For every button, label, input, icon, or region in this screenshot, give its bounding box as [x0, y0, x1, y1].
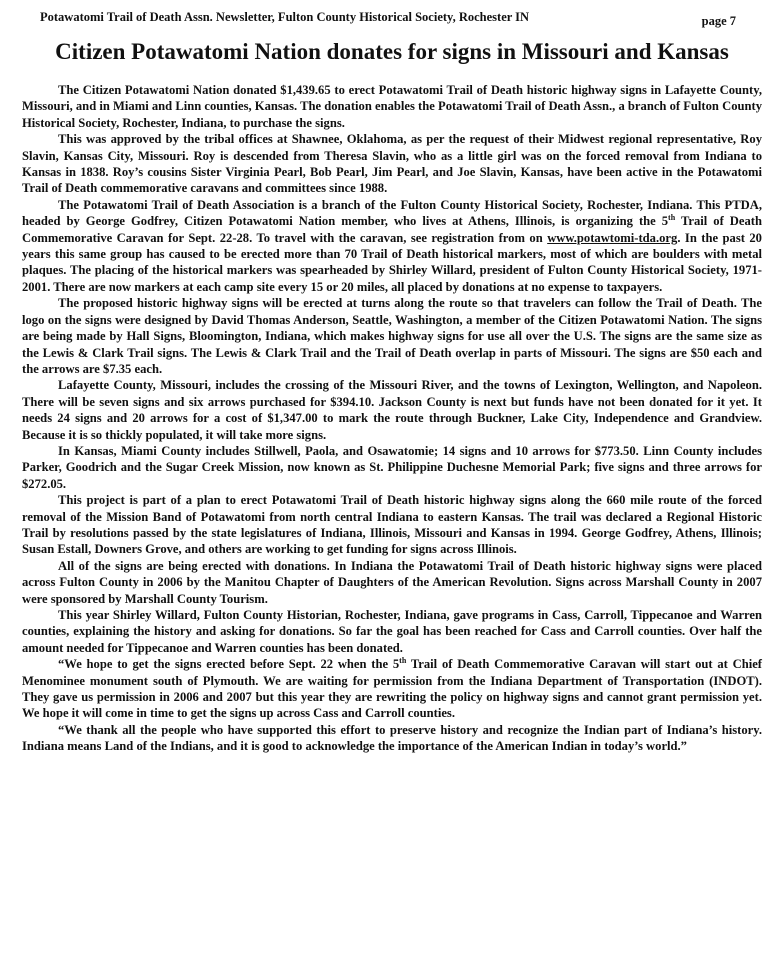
paragraph-approval: This was approved by the tribal offices at Shawnee, Oklahoma, as per the request of their Midwest regional representative, Roy Slavin, Kansas City, Missouri. Roy is descended from Theresa Slavin, who as a little girl was on the forced removal from Indiana to Kansas in 1838. Roy’s cousins Sister Virginia Pearl, Bob Pearl, Jim Pearl, and Joe Slavin, Kansas, have been active in the Potawatomi Trail of Death commemorative caravans and committees since 1988.	[22, 132, 762, 196]
article-title: Citizen Potawatomi Nation donates for signs in Missouri and Kansas	[55, 39, 729, 64]
paragraph-signs-design: The proposed historic highway signs will be erected at turns along the route so that travelers can follow the Trail of Death. The logo on the signs were designed by David Thomas Anderson, Seattle, Washington, a member of the Citizen Potawatomi Nation. The signs are being made by Hall Signs, Bloomington, Indiana, which makes highway signs for use all over the U.S. The signs are the same size as the Lewis & Clark Trail signs. The Lewis & Clark Trail and the Trail of Death overlap in parts of Missouri. The signs are $50 each and the arrows are $7.35 each.	[22, 296, 762, 376]
page-number: page 7	[701, 14, 736, 28]
paragraph-caravan-quote	[22, 656, 762, 722]
paragraph-thanks-quote: “We thank all the people who have supported this effort to preserve history and recognize the Indian part of Indiana’s history. Indiana means Land of the Indians, and it is good to acknowledge the importance of the American Indian in today’s world.”	[22, 722, 762, 754]
website-link[interactable]: www.potawtomi-tda.org	[547, 230, 678, 245]
running-header	[22, 6, 762, 28]
caravan-quote-end: Trail of Death Commemorative Caravan will start out at Chief Menominee monument south of Plymouth. We are waiting for permission from the Indiana Department of Transportation (INDOT). They gave us permission in 2006 and 2007 but this year they are rewriting the policy on highway signs and cannot grant permission yet. We hope it will come in time to get the signs up across Cass and Carroll counties.	[22, 657, 762, 721]
article-body	[22, 82, 762, 755]
association-text-middle: Trail of Death Commemorative Caravan for Sept. 22-28. To travel with the caravan, see registration from on	[22, 214, 762, 245]
paragraph-lafayette-county: Lafayette County, Missouri, includes the crossing of the Missouri River, and the towns of Lexington, Wellington, and Napoleon. There will be seven signs and six arrows purchased for $394.10. Jackson County is next but funds have not been donated for it yet. It needs 24 signs and 20 arrows for a cost of $1,347.00 to mark the route through Buckner, Lake City, Independence and Grandview. Because it is so thickly populated, it will take more signs.	[22, 378, 762, 442]
ordinal-suffix: th	[668, 213, 676, 223]
ordinal-suffix: th	[399, 656, 407, 666]
paragraph-association	[22, 197, 762, 295]
paragraph-donations: All of the signs are being erected with donations. In Indiana the Potawatomi Trail of Death historic highway signs were placed across Fulton County in 2006 by the Manitou Chapter of Daughters of the American Revolution. Signs across Marshall County in 2007 were sponsored by Marshall County Tourism.	[22, 558, 762, 606]
paragraph-programs: This year Shirley Willard, Fulton County Historian, Rochester, Indiana, gave programs in Cass, Carroll, Tippecanoe and Warren counties, explaining the history and asking for donations. So far the goal has been reached for Cass and Carroll counties. Over half the amount needed for Tippecanoe and Warren counties has been donated.	[22, 608, 762, 655]
association-text-start: The Potawatomi Trail of Death Association is a branch of the Fulton County Historical Society, Rochester, Indiana. This PTDA, headed by George Godfrey, Citizen Potawatomi Nation member, who lives at Athens, Illinois, is organizing the 5	[22, 197, 762, 229]
paragraph-kansas-counties: In Kansas, Miami County includes Stillwell, Paola, and Osawatomie; 14 signs and 10 arrows for $773.50. Linn County includes Parker, Goodrich and the Sugar Creek Mission, now known as St. Philippine Duchesne Memorial Park; five signs and three arrows for $272.05.	[22, 443, 762, 491]
caravan-quote-start: “We hope to get the signs erected before Sept. 22 when the 5	[58, 657, 400, 672]
paragraph-donation: The Citizen Potawatomi Nation donated $1,439.65 to erect Potawatomi Trail of Death historic highway signs in Lafayette County, Missouri, and in Miami and Linn counties, Kansas. The donation enables the Potawatomi Trail of Death Assn., a branch of Fulton County Historical Society, Rochester, Indiana, to purchase the signs.	[22, 83, 762, 130]
paragraph-project-plan: This project is part of a plan to erect Potawatomi Trail of Death historic highway signs along the 660 mile route of the forced removal of the Mission Band of Potawatomi from north central Indiana to eastern Kansas. The trail was declared a Regional Historic Trail by resolutions passed by the state legislatures of Indiana, Illinois, Missouri and Kansas in 1994. George Godfrey, Athens, Illinois; Susan Estall, Downers Grove, and others are working to get funding for signs across Illinois.	[22, 493, 762, 557]
association-text-end: . In the past 20 years this same group has caused to be erected more than 70 Trail of Death historical markers, most of which are boulders with metal plaques. The placing of the historical markers was spearheaded by Shirley Willard, president of Fulton County Historical Society, 1971-2001. There are now markers at each camp site every 15 or 20 miles, all placed by donations at no expense to taxpayers.	[22, 230, 762, 294]
newsletter-running-title: Potawatomi Trail of Death Assn. Newsletter, Fulton County Historical Society, Rochester IN	[40, 10, 530, 24]
